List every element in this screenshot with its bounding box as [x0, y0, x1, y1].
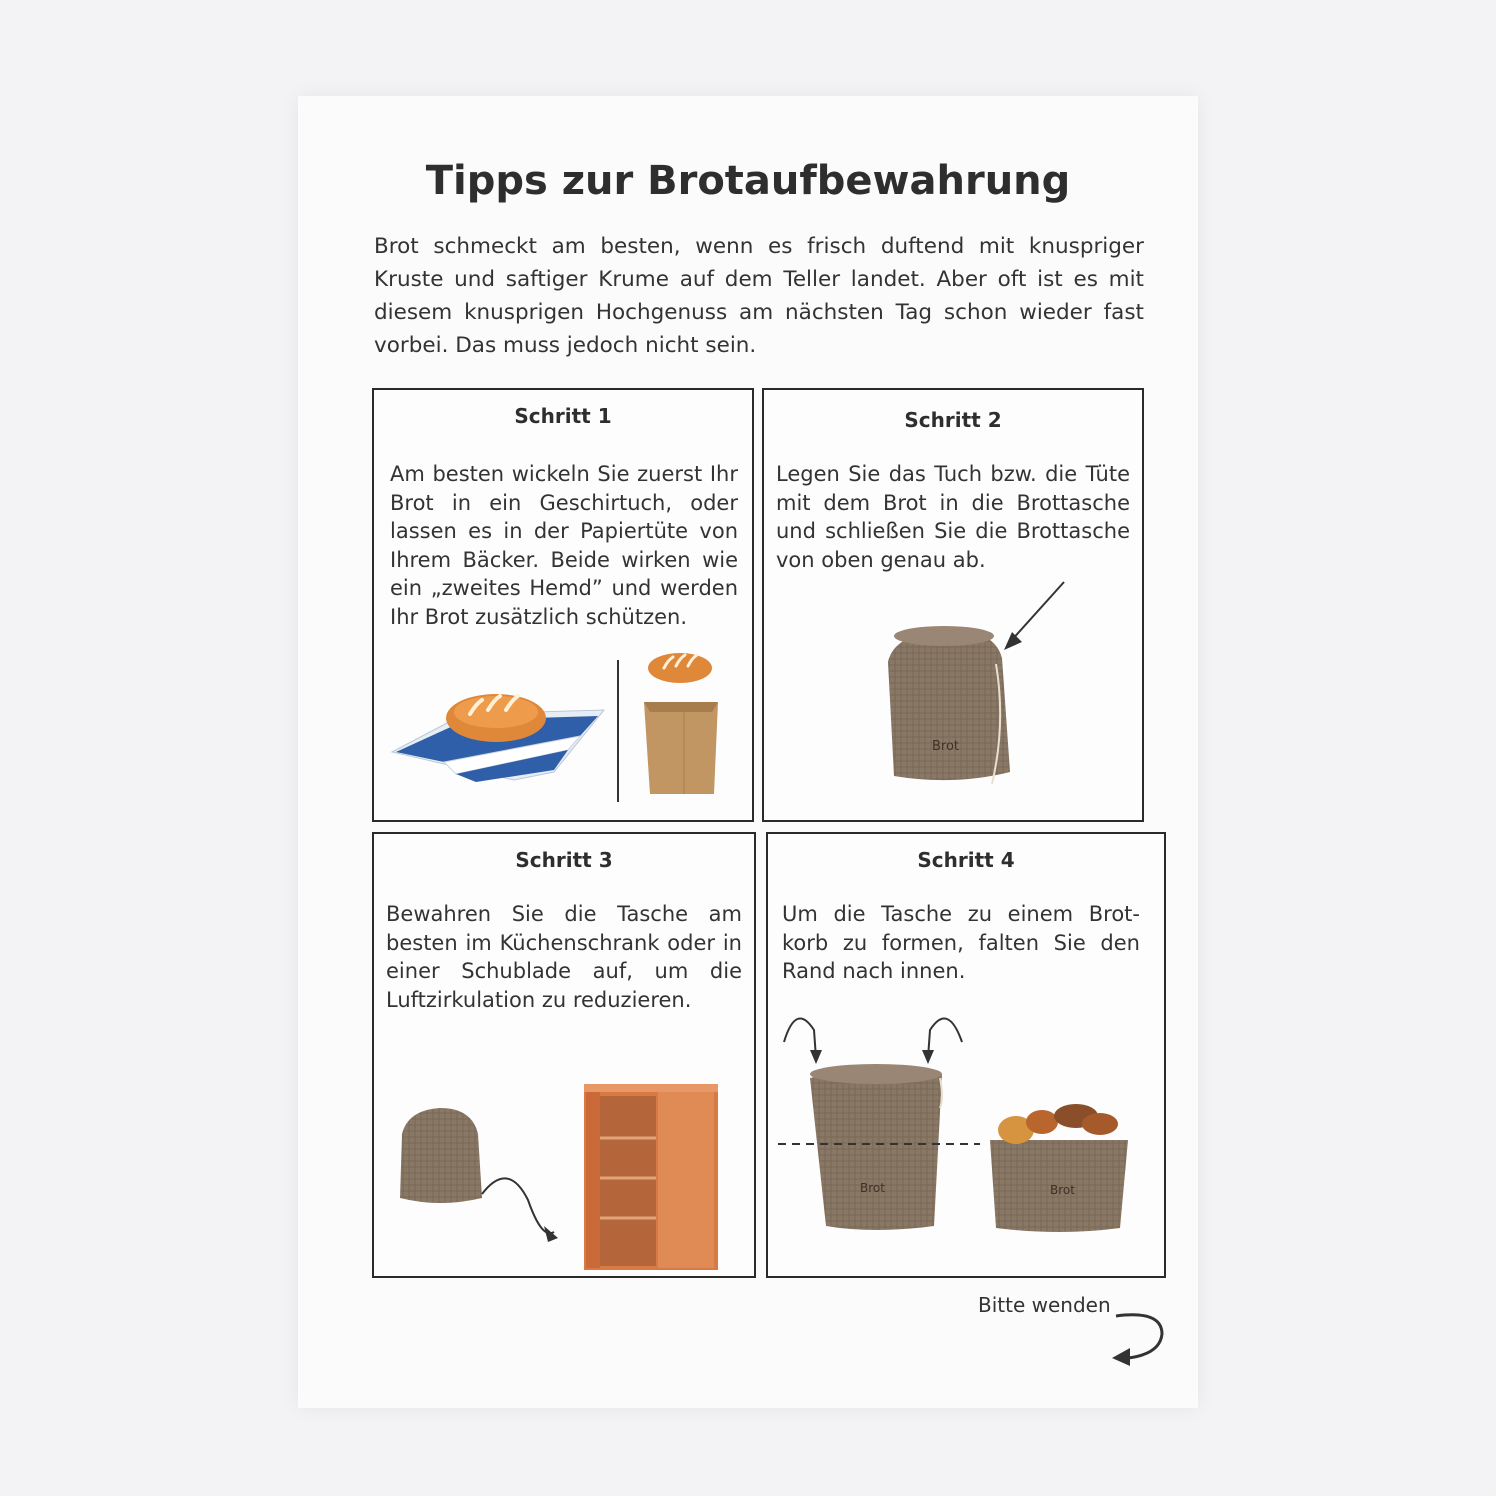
fold-bag-basket-illustration [774, 1002, 1160, 1274]
step-3-text: Bewahren Sie die Tasche am besten im Küchenschrank oder in einer Schublade auf, um die Luftzirkulation zu reduzieren. [386, 902, 742, 1012]
step-4-heading: Schritt 4 [917, 848, 1015, 872]
towel-bread-illustration [384, 652, 744, 812]
step-1-text: Am besten wickeln Sie zuerst Ihr Brot in ein Geschirtuch, oder lassen es in der Papiertüte von Ihrem Bäcker. Beide wirken wie ein „zweites Hemd” und werden Ihr Brot zusätzlich schützen. [390, 462, 738, 629]
step-4-panel [766, 832, 1166, 1278]
bread-bag-arrow-illustration [874, 572, 1094, 812]
page-title: Tipps zur Brotaufbewahrung [425, 158, 1071, 204]
step-4-basket-label: Brot [1050, 1183, 1075, 1197]
step-2-heading: Schritt 2 [904, 408, 1002, 432]
step-3-panel [372, 832, 756, 1278]
turn-over-arrow-icon [1106, 1306, 1170, 1366]
footer-turn-over: Bitte wenden [978, 1293, 1111, 1317]
step-1-panel [372, 388, 754, 822]
step-2-panel [762, 388, 1144, 822]
leaflet-sheet [298, 96, 1198, 1408]
step-4-text: Um die Tasche zu einem Brot-korb zu formen, falten Sie den Rand nach innen. [782, 902, 1140, 983]
step-2-text: Legen Sie das Tuch bzw. die Tüte mit dem Brot in die Brottasche und schließen Sie die Brottasche von oben genau ab. [776, 462, 1130, 572]
step-3-heading: Schritt 3 [515, 848, 613, 872]
step-1-heading: Schritt 1 [514, 404, 612, 428]
bag-cabinet-illustration [388, 1074, 738, 1274]
step-4-bag-label: Brot [860, 1181, 885, 1195]
intro-paragraph: Brot schmeckt am besten, wenn es frisch duftend mit knuspriger Kruste und saftiger Krume auf dem Teller landet. Aber oft ist es mit diesem knusprigen Hochgenuss am nächsten Tag schon wieder fast vorbei. Das muss jedoch nicht sein. [374, 234, 1144, 358]
step-2-bag-label: Brot [932, 739, 960, 754]
